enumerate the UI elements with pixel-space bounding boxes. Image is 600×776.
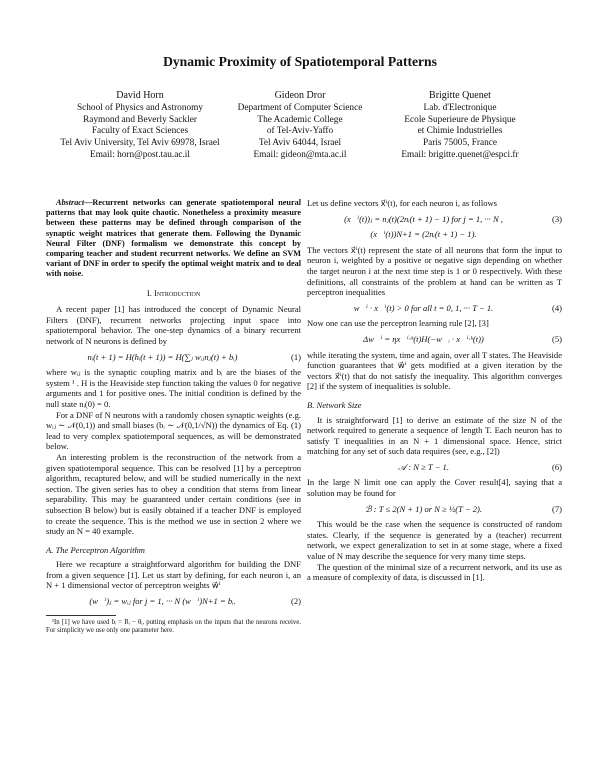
author-name: David Horn <box>116 90 164 101</box>
affiliation-line: Department of Computer Science <box>237 102 363 113</box>
paragraph: where wᵢⱼ is the synaptic coupling matrix and bᵢ are the biases of the system ¹ . H is the Heaviside step function taking the values 0 for negative arguments and 1 for positive ones. The initial condition is defined by the null state nᵢ(0) = 0. <box>46 367 301 409</box>
affiliation-line: Raymond and Beverly Sackler <box>83 114 197 125</box>
equation-body: 𝒜 : N ≥ T − 1. <box>398 461 449 472</box>
paragraph: The vectors x⃗ⁱ(t) represent the state of all neurons that form the input to neuron i, weighted by a positive or negative sign depending on whether the target neuron i at the next time step is 1 or 0 respectively. With these definitions, all constraints of the problem at hand can be written as T perceptron inequalities <box>307 244 562 298</box>
affiliation-line: Tel Aviv 64044, Israel <box>258 138 342 149</box>
paragraph: Let us define vectors x⃗ⁱ(t), for each neuron i, as follows <box>307 198 497 208</box>
equation-number: (4) <box>552 302 562 313</box>
equation-number: (1) <box>291 351 301 362</box>
equation-body: (w⃗ⁱ)ⱼ = wᵢⱼ for j = 1, ··· N (w⃗ⁱ)N+1 = bᵢ. <box>89 596 236 607</box>
affiliation-line: The Academic College <box>257 114 343 125</box>
paragraph: A recent paper [1] has introduced the concept of Dynamic Neural Filters (DNF), recurrent networks projecting input space into spatiotemporal behavior. The one-step dynamics of a binary recurrent network of N neurons is defined by <box>46 304 301 346</box>
equation-1 <box>46 352 301 363</box>
paragraph: In the large N limit one can apply the Cover result[4], saying that a solution may be found for <box>307 477 562 499</box>
author-email: Email: brigitte.quenet@espci.fr <box>401 149 519 160</box>
paragraph: Here we recapture a straightforward algorithm for building the DNF from a given sequence [1]. Let us start by defining, for each neuron i, an N + 1 dimensional vector of perceptron weights w⃗ⁱ <box>46 559 301 591</box>
abstract-label: Abstract <box>56 198 85 207</box>
affiliation-line: Ecole Superieure de Physique <box>404 114 516 125</box>
equation-3a <box>307 214 562 225</box>
affiliation-line: Lab. d'Electronique <box>423 102 497 113</box>
affiliation-line: et Chimie Industrielles <box>417 126 503 137</box>
author-email: Email: horn@post.tau.ac.il <box>90 149 190 160</box>
author-1 <box>60 90 220 162</box>
left-column <box>46 198 301 635</box>
equation-body: w⃗ⁱ · x⃗ⁱ(t) > 0 for all t = 0, 1, ··· T − 1. <box>353 302 494 313</box>
equation-2 <box>46 596 301 607</box>
right-column <box>307 198 562 583</box>
author-email: Email: gideon@mta.ac.il <box>253 149 347 160</box>
equation-3b <box>307 229 562 240</box>
equation-6 <box>307 462 562 473</box>
footnote-rule <box>46 615 116 616</box>
equation-number: (7) <box>552 503 562 514</box>
paragraph: This would be the case when the sequence is constructed of random states. Clearly, if the sequence is generated by a (teacher) recurrent network, we expect generalization to set in at some stage, where a fixed value of N may describe the sequence for very many time steps. <box>307 519 562 562</box>
affiliation-line: of Tel-Aviv-Yaffo <box>266 126 334 137</box>
equation-number: (3) <box>552 213 562 224</box>
paragraph: An interesting problem is the reconstruction of the network from a given spatiotemporal sequence. This can be resolved [1] by a perceptron algorithm, recaptured below, and will be studied numerically in the next section. The given series has to obey a condition that stems from linear separability. This may be guaranteed under certain conditions (see in subsection B below) but is easily obtained if a teacher DNF is employed to create the sequence. This is the method we use in section 2 where we study an N = 40 example. <box>46 451 301 537</box>
equation-5 <box>307 334 562 345</box>
paragraph: It is straightforward [1] to derive an estimate of the size N of the network required to generate a sequence of length T. Each neuron has to satisfy T inequalities in an N + 1 dimensional space. Hence, strict matching for any set of such data requires (see, e.g., [2]) <box>307 414 562 457</box>
affiliation-line: School of Physics and Astronomy <box>76 102 204 113</box>
paragraph: For a DNF of N neurons with a randomly chosen synaptic weights (e.g. wᵢⱼ ∼ 𝒩(0,1)) and small biases (bᵢ ∼ 𝒩(0,1/√N)) the dynamics of Eq. (1) lead to very complex spatiotemporal sequences, as will be demonstrated below. <box>46 409 301 452</box>
paragraph: The question of the minimal size of a recurrent network, and its use as a measure of complexity of data, is discussed in [1]. <box>307 561 562 583</box>
abstract <box>46 198 301 280</box>
affiliation-line: Paris 75005, France <box>422 138 498 149</box>
equation-body: (x⃗ⁱ(t))ⱼ = nⱼ(t)(2nᵢ(t + 1) − 1) for j = 1, ··· N , <box>344 213 503 224</box>
abstract-text: —Recurrent networks can generate spatiotemporal neural patterns that may look quite chaotic. Nonetheless a proximity measure between these patterns may be defined through comparison of the synaptic weight matrices that generate them. Following the Dynamic Neural Filter (DNF) formalism we demonstrate this concept by comparing teacher and student recurrent networks. We define an SVM variant of DNF in order to specify the optimal weight matrix and to deal with noise. <box>46 198 301 279</box>
equation-body: nᵢ(t + 1) = H(hᵢ(t + 1)) = H(∑ⱼ wᵢⱼnⱼ(t) + bᵢ) <box>87 351 238 362</box>
equation-4 <box>307 303 562 314</box>
equation-number: (2) <box>291 596 301 607</box>
equation-number: (5) <box>552 333 562 344</box>
author-3 <box>380 90 540 162</box>
equation-number: (6) <box>552 461 562 472</box>
subsection-heading-network-size: B. Network Size <box>307 399 362 410</box>
equation-7 <box>307 504 562 515</box>
author-name: Gideon Dror <box>274 90 326 101</box>
equation-body: (x⃗ⁱ(t))N+1 = (2nᵢ(t + 1) − 1). <box>370 229 477 240</box>
footnote: ¹In [1] we have used bᵢ = Rᵢ − θᵢ, putting emphasis on the inputs that the neurons receive. For simplicity we use only one parameter here. <box>46 618 301 635</box>
paragraph: Now one can use the perceptron learning rule [2], [3] <box>307 318 489 329</box>
affiliation-line: Tel Aviv University, Tel Aviv 69978, Israel <box>60 138 220 149</box>
paper-title: Dynamic Proximity of Spatiotemporal Patterns <box>163 54 437 69</box>
subsection-heading-perceptron: A. The Perceptron Algorithm <box>46 544 145 555</box>
equation-body: ℬ : T ≤ 2(N + 1) or N ≥ ½(T − 2). <box>364 503 483 514</box>
equation-body: Δw⃗ⁱ = ηx⃗ⁱ·ᵏ(t)H(−w⃗ᵢ · x⃗ⁱ·ᵏ(t)) <box>363 333 484 344</box>
affiliation-line: Faculty of Exact Sciences <box>91 126 189 137</box>
section-heading-introduction: I. Introduction <box>146 287 201 298</box>
paragraph: while iterating the system, time and again, over all T states. The Heaviside function guarantees that w⃗ⁱ gets modified at a given iteration by the vectors x⃗ⁱ(t) that do not satisfy the inequality. This algorithm converges [2] if the system of inequalities is soluble. <box>307 349 562 392</box>
author-name: Brigitte Quenet <box>429 90 491 101</box>
author-2 <box>220 90 380 162</box>
author-block <box>60 90 540 162</box>
